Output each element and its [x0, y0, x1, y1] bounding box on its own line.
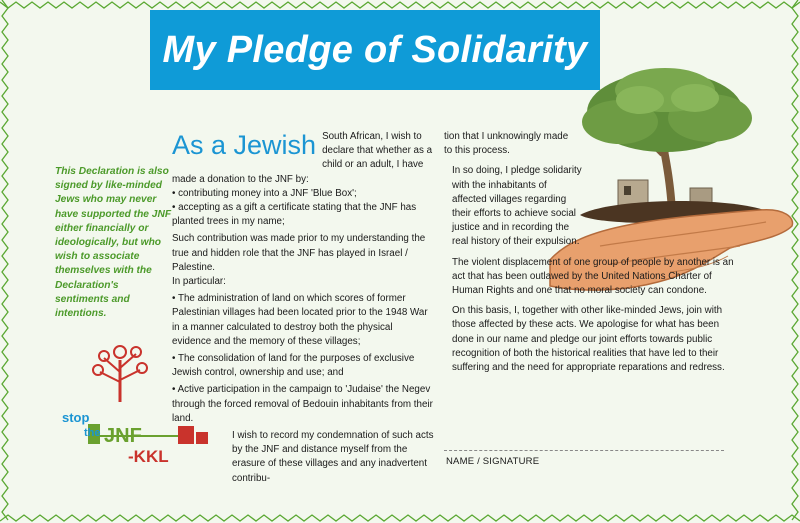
page-title: My Pledge of Solidarity [162, 28, 588, 71]
in-particular-label: In particular: [172, 276, 226, 288]
displacement-paragraph: The violent displacement of one group of people by another is an act that has been outlawed by the United Nations Charter of Human Rights and one that no moral society can condone. [452, 256, 734, 297]
logo-jnf-text: JNF [104, 425, 142, 447]
zigzag-border-bottom [0, 513, 800, 523]
condemnation-paragraph: I wish to record my condemnation of such acts by the JNF and distance myself from the erasure of these villages and any inadvertent contribu- [232, 430, 434, 484]
pledge-paragraph: In so doing, I pledge solidarity with the inhabitants of affected villages regarding their efforts to achieve social justice and in recording the real history of their expulsion. [452, 165, 582, 248]
logo-kkl-text: -KKL [128, 447, 169, 466]
bullet-negev: • Active participation in the campaign to 'Judaise' the Negev through the forced removal of Bedouin inhabitants from their land. [172, 384, 433, 424]
zigzag-border-left [0, 0, 10, 523]
apology-paragraph: On this basis, I, together with other like-minded Jews, join with those affected by these acts. We apologise for what has been done in our name and pledge our joint efforts towards public recognition of both the historical realities that have led to their suffering and the need for appropriate reparations and redress. [452, 305, 725, 374]
signature-line [444, 450, 724, 451]
zigzag-border-top [0, 0, 800, 10]
section-heading: As a Jewish [172, 130, 317, 160]
sidebar-declaration-note: This Declaration is also signed by like-minded Jews who may never have supported the JNF either financially or ideologically, but who wish to associate themselves with the Declaration's sentiments and intentions. [55, 166, 172, 320]
contribution-paragraph: Such contribution was made prior to my understanding the true and hidden role that the JNF has played in Israel / Palestine. [172, 233, 426, 273]
logo-stop-text: stop [62, 410, 90, 425]
bullet-administration: • The administration of land on which scores of former Palestinian villages had been located prior to the 1948 War in a manner calculated to destroy both the physical evidence and the memory of these villages; [172, 293, 428, 347]
title-banner [150, 10, 600, 90]
bullet-certificate: • accepting as a gift a certificate stating that the JNF has planted trees in my name; [172, 202, 417, 228]
continuation-text: tion that I unknowingly made to this process. [444, 131, 569, 157]
bullet-blue-box: • contributing money into a JNF 'Blue Box'; [172, 187, 357, 199]
stop-the-jnf-kkl-logo [58, 332, 228, 472]
signature-label: NAME / SIGNATURE [446, 456, 540, 467]
logo-the-text: the [84, 427, 101, 439]
pledge-column-2 [444, 130, 734, 375]
bullet-consolidation: • The consolidation of land for the purposes of exclusive Jewish control, ownership and use; and [172, 353, 415, 379]
intro-paragraph: South African, I wish to declare that whether as a child or an adult, I have made a donation to the JNF by: [172, 131, 433, 185]
